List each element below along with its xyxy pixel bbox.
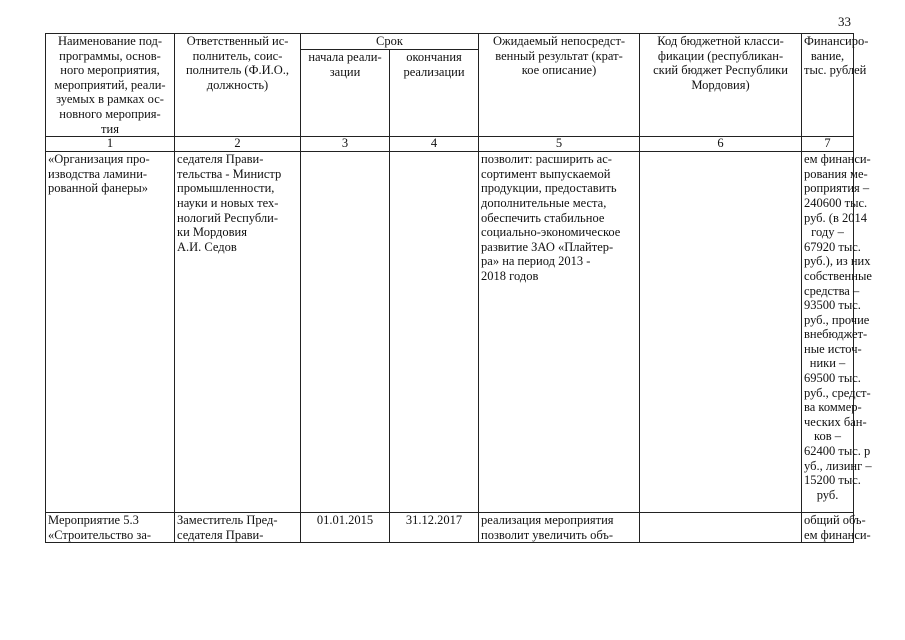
column-number: 4 [390, 137, 479, 152]
program-table [45, 33, 872, 543]
header-col6: Код бюджетной класси- фикации (республикан- ский бюджет Республики Мордовия) [640, 34, 802, 137]
header-col2: Ответственный ис- полнитель, соис- полнитель (Ф.И.О., должность) [175, 34, 301, 137]
row2-result: реализация мероприятия позволит увеличить объ- [479, 513, 640, 543]
row1-result: позволит: расширить ас- сортимент выпускаемой продукции, предоставить дополнительные места, обеспечить стабильное социально-экономическое развитие ЗАО «Плайтер- ра» на период 2013 - 2018 годов [479, 152, 640, 513]
row1-name: «Организация про- изводства ламини- рованной фанеры» [46, 152, 175, 513]
row2-end: 31.12.2017 [390, 513, 479, 543]
row2-financing: общий объ- ем финанси- [802, 513, 854, 543]
row1-budget-code [640, 152, 802, 513]
row1-executor: седателя Прави- тельства - Министр промышленности, науки и новых тех- нологий Республи- ки Мордовия А.И. Седов [175, 152, 301, 513]
row1-start [301, 152, 390, 513]
header-row [46, 34, 854, 50]
header-col5: Ожидаемый непосредст- венный результат (крат- кое описание) [479, 34, 640, 137]
column-number-row [46, 137, 854, 152]
row2-budget-code [640, 513, 802, 543]
header-col1: Наименование под- программы, основ- ного мероприятия, мероприятий, реали- зуемых в рамках ос- новного мероприя- тия [46, 34, 175, 137]
row2-executor: Заместитель Пред- седателя Прави- [175, 513, 301, 543]
column-number: 1 [46, 137, 175, 152]
header-col4: окончания реализации [390, 50, 479, 137]
column-number: 7 [802, 137, 854, 152]
header-col7: Финансиро- вание, тыс. рублей [802, 34, 854, 137]
column-number: 6 [640, 137, 802, 152]
header-col3: начала реали- зации [301, 50, 390, 137]
column-number: 3 [301, 137, 390, 152]
row2-name: Мероприятие 5.3 «Строительство за- [46, 513, 175, 543]
row1-financing: ем финанси- рования ме- роприятия – 240600 тыс. руб. (в 2014 году – 67920 тыс. руб.), из них собственные средства – 93500 тыс. руб., прочие внебюджет- ные источ- ники – 69500 тыс. руб., средст- ва коммер- ческих бан- ков – 62400 тыс. р уб., лизинг – 15200 тыс. руб. [802, 152, 854, 513]
row2-start: 01.01.2015 [301, 513, 390, 543]
table-row [46, 513, 854, 543]
table-row [46, 152, 854, 513]
page-number: 33 [838, 14, 851, 29]
column-number: 2 [175, 137, 301, 152]
column-number: 5 [479, 137, 640, 152]
row1-end [390, 152, 479, 513]
header-term: Срок [301, 34, 479, 50]
